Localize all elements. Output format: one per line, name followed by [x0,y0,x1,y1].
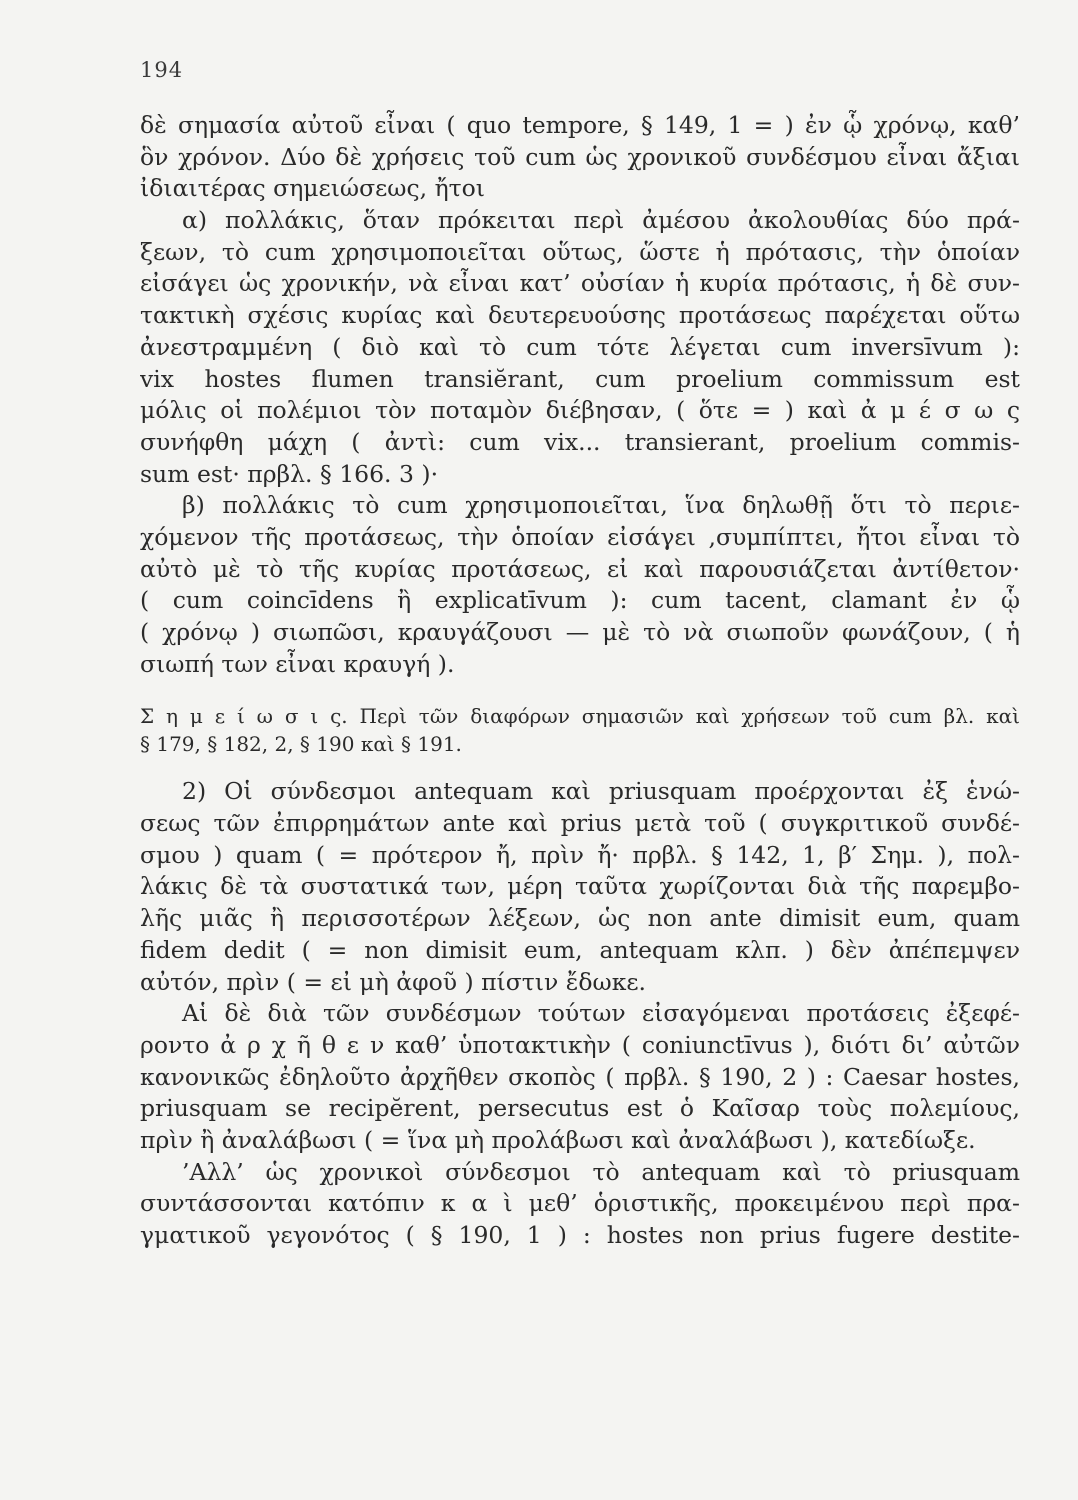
text-line: πρὶν ἢ ἀναλάβωσι ( = ἵνα μὴ προλάβωσι καὶ ἀναλάβωσι ), κατεδίωξε. [140,1125,976,1154]
text-line: vix hostes flumen transiĕrant, cum proelium commissum est [140,364,1020,393]
text-line: χόμενον τῆς προτάσεως, τὴν ὁποίαν εἰσάγει ,συμπίπτει, ἤτοι εἶναι τὸ [140,522,1020,551]
text-line: συντάσσονται κατόπιν κ α ὶ μεθ’ ὁριστικῆς, προκειμένου περὶ πρα- [140,1189,1020,1218]
text-line: λῆς μιᾶς ἢ περισσοτέρων λέξεων, ὡς non ante dimisit eum, quam [140,904,1020,933]
text-line: sum est· πρβλ. § 166. 3 )· [140,459,439,488]
text-line: ἰδιαιτέρας σημειώσεως, ἤτοι [140,174,486,203]
text-line: μόλις οἱ πολέμιοι τὸν ποταμὸν διέβησαν, ( ὅτε = ) καὶ ἀ μ έ σ ω ς [140,396,1020,425]
text-line: δὲ σημασία αὐτοῦ εἶναι ( quo tempore, § 149, 1 = ) ἐν ᾧ χρόνῳ, καθ’ [140,111,1020,139]
note-line: Σ η μ ε ί ω σ ι ς. Περὶ τῶν διαφόρων σημασιῶν καὶ χρήσεων τοῦ cum βλ. καὶ [140,704,1020,729]
text-line: σμου ) quam ( = πρότερον ἤ, πρὶν ἤ· πρβλ. § 142, 1, β′ Σημ. ), πολ- [140,840,1020,869]
main-text [140,110,1020,1252]
text-line: ( cum coincīdens ἢ explicatīvum ): cum tacent, clamant ἐν ᾧ [140,586,1020,615]
note-line: § 179, § 182, 2, § 190 καὶ § 191. [140,732,462,757]
text-line: fidem dedit ( = non dimisit eum, antequam κλπ. ) δὲν ἀπέπεμψεν [140,935,1020,964]
text-line: γματικοῦ γεγονότος ( § 190, 1 ) : hostes non prius fugere destite- [140,1221,1020,1249]
paragraph-beta [140,490,1020,680]
paragraph-3 [140,998,1020,1156]
spacer [140,680,1020,702]
text-line: αὐτόν, πρὶν ( = εἰ μὴ ἀφοῦ ) πίστιν ἔδωκε. [140,967,647,996]
text-line: ροντο ἀ ρ χ ῆ θ ε ν καθ’ ὑποτακτικὴν ( coniunctīvus ), διότι δι’ αὐτῶν [140,1030,1020,1059]
text-line: εἰσάγει ὡς χρονικήν, νὰ εἶναι κατ’ οὐσίαν ἡ κυρία πρότασις, ἡ δὲ συν- [140,269,1020,298]
paragraph-2 [140,776,1020,998]
text-line: 2) Οἱ σύνδεσμοι antequam καὶ priusquam προέρχονται ἐξ ἑνώ- [182,777,1020,806]
paragraph-4 [140,1157,1020,1252]
spacer [140,758,1020,776]
paragraph-alpha [140,205,1020,490]
text-line: σεως τῶν ἐπιρρημάτων ante καὶ prius μετὰ τοῦ ( συγκριτικοῦ συνδέ- [140,809,1020,838]
text-line: λάκις δὲ τὰ συστατικά των, μέρη ταῦτα χωρίζονται διὰ τῆς παρεμβο- [140,872,1020,901]
text-line: ἀνεστραμμένη ( διὸ καὶ τὸ cum τότε λέγεται cum inversīvum ): [140,332,1020,361]
text-line: priusquam se recipĕrent, persecutus est ὁ Καῖσαρ τοὺς πολεμίους, [140,1094,1020,1123]
text-line: σιωπή των εἶναι κραυγή ). [140,649,455,678]
text-line: ’Αλλ’ ὡς χρονικοὶ σύνδεσμοι τὸ antequam καὶ τὸ priusquam [182,1157,1020,1186]
text-line: ( χρόνῳ ) σιωπῶσι, κραυγάζουσι — μὲ τὸ νὰ σιωποῦν φωνάζουν, ( ἡ [140,618,1020,646]
text-line: κανονικῶς ἐδηλοῦτο ἀρχῆθεν σκοπὸς ( πρβλ. § 190, 2 ) : Caesar hostes, [140,1062,1020,1091]
text-line: ξεων, τὸ cum χρησιμοποιεῖται οὕτως, ὥστε ἡ πρότασις, τὴν ὁποίαν [140,237,1020,266]
note-block [140,702,1020,758]
text-line: Αἱ δὲ διὰ τῶν συνδέσμων τούτων εἰσαγόμεναι προτάσεις ἐξεφέ- [182,999,1020,1028]
text-line: ὃν χρόνον. Δύο δὲ χρήσεις τοῦ cum ὡς χρονικοῦ συνδέσμου εἶναι ἄξιαι [140,142,1020,171]
text-line: β) πολλάκις τὸ cum χρησιμοποιεῖται, ἵνα δηλωθῇ ὅτι τὸ περιε- [182,491,1020,520]
paragraph-intro [140,110,1020,205]
text-line: α) πολλάκις, ὅταν πρόκειται περὶ ἀμέσου ἀκολουθίας δύο πρά- [182,206,1020,235]
text-line: συνήφθη μάχη ( ἀντὶ: cum vix... transierant, proelium commis- [140,427,1020,456]
text-line: αὐτὸ μὲ τὸ τῆς κυρίας προτάσεως, εἰ καὶ παρουσιάζεται ἀντίθετον· [140,554,1020,583]
text-line: τακτικὴ σχέσις κυρίας καὶ δευτερευούσης προτάσεως παρέχεται οὕτω [140,301,1020,330]
page-number: 194 [140,58,184,82]
